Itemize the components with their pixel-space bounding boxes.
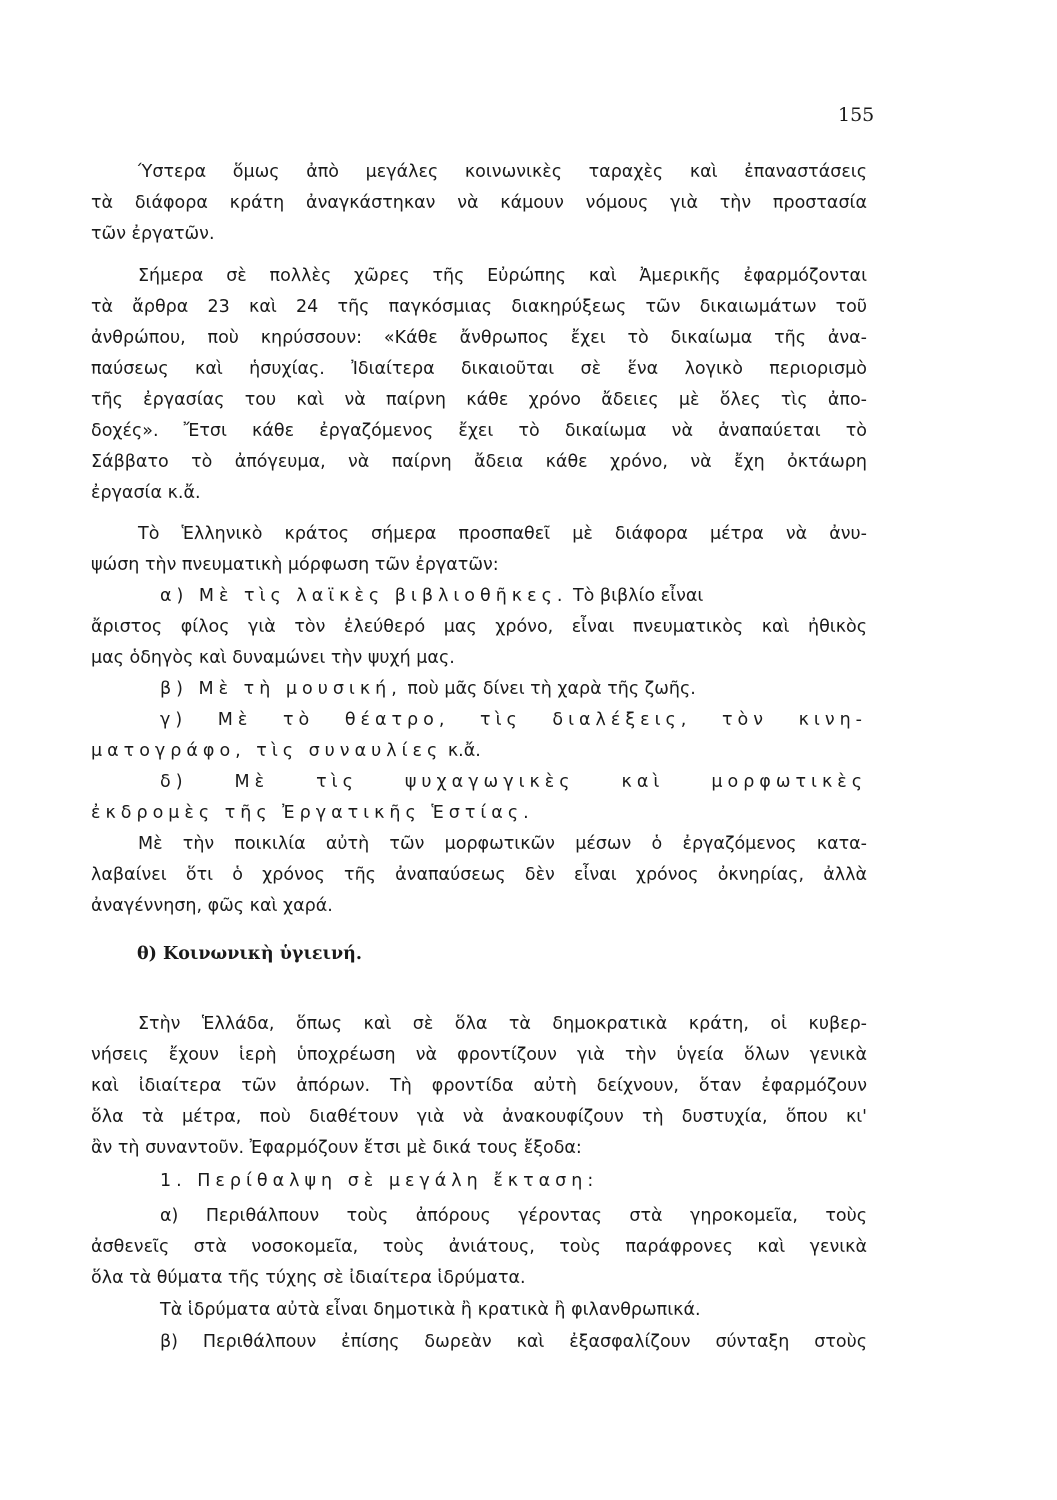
text-line: τὰ ἄρθρα 23 καὶ 24 τῆς παγκόσμιας διακηρύξεως τῶν δικαιωμάτων τοῦ — [91, 297, 867, 317]
text-line: ἀνθρώπου, ποὺ κηρύσσουν: «Κάθε ἄνθρωπος ἔχει τὸ δικαίωμα τῆς ἀνα- — [91, 328, 867, 348]
list-item-a — [160, 584, 703, 608]
list-item-c: γ) Μὲ τὸ θέατρο, τὶς διαλέξεις, τὸν κινη- — [160, 710, 867, 730]
text-line: ἄριστος φίλος γιὰ τὸν ἐλεύθερό μας χρόνο, εἶναι πνευματικὸς καὶ ἠθικὸς — [91, 617, 867, 637]
text-line: Τὸ Ἑλληνικὸ κράτος σήμερα προσπαθεῖ μὲ διάφορα μέτρα νὰ ἀνυ- — [138, 524, 867, 544]
text-line: ἐκδρομὲς τῆς Ἐργατικῆς Ἑστίας. — [91, 803, 534, 823]
text-span: ποὺ μᾶς δίνει τὴ χαρὰ τῆς ζωῆς. — [401, 679, 696, 699]
text-line: δοχές». Ἔτσι κάθε ἐργαζόμενος ἔχει τὸ δικαίωμα νὰ ἀναπαύεται τὸ — [91, 421, 867, 441]
list-item-b — [160, 677, 696, 701]
text-line: τὰ διάφορα κράτη ἀναγκάστηκαν νὰ κάμουν νόμους γιὰ τὴν προστασία — [91, 193, 867, 213]
page-number: 155 — [838, 104, 875, 126]
spaced-heading: ματογράφο, τὶς συναυλίες — [91, 741, 443, 761]
text-span: Τὸ βιβλίο εἶναι — [567, 586, 704, 606]
text-line: μας ὁδηγὸς καὶ δυναμώνει τὴν ψυχή μας. — [91, 648, 455, 668]
text-line: νήσεις ἔχουν ἱερὴ ὑποχρέωση νὰ φροντίζουν γιὰ τὴν ὑγεία ὅλων γενικὰ — [91, 1045, 867, 1065]
text-line: Σάββατο τὸ ἀπόγευμα, νὰ παίρνη ἄδεια κάθε χρόνο, νὰ ἔχη ὀκτάωρη — [91, 452, 867, 472]
text-line: Ύστερα ὅμως ἀπὸ μεγάλες κοινωνικὲς ταραχὲς καὶ ἐπαναστάσεις — [138, 162, 867, 182]
text-line: Στὴν Ἑλλάδα, ὅπως καὶ σὲ ὅλα τὰ δημοκρατικὰ κράτη, οἱ κυβερ- — [138, 1014, 867, 1034]
text-line: ἂν τὴ συναντοῦν. Ἐφαρμόζουν ἔτσι μὲ δικά τους ἔξοδα: — [91, 1138, 582, 1158]
numbered-heading: 1. Περίθαλψη σὲ μεγάλη ἔκταση: — [160, 1171, 599, 1191]
text-line: ἀναγέννηση, φῶς καὶ χαρά. — [91, 896, 333, 916]
list-item-d: δ) Μὲ τὶς ψυχαγωγικὲς καὶ μορφωτικὲς — [160, 772, 867, 792]
text-line: ψώση τὴν πνευματικὴ μόρφωση τῶν ἐργατῶν: — [91, 555, 499, 575]
spaced-heading: α) Μὲ τὶς λαϊκὲς βιβλιοθῆκες. — [160, 586, 568, 606]
text-line: ἀσθενεῖς στὰ νοσοκομεῖα, τοὺς ἀνιάτους, τοὺς παράφρονες καὶ γενικὰ — [91, 1237, 867, 1257]
text-line: ἐργασία κ.ἄ. — [91, 483, 201, 503]
text-line: παύσεως καὶ ἡσυχίας. Ἰδιαίτερα δικαιοῦται σὲ ἕνα λογικὸ περιορισμὸ — [91, 359, 867, 379]
text-span: κ.ἄ. — [442, 741, 481, 761]
text-line: Μὲ τὴν ποικιλία αὐτὴ τῶν μορφωτικῶν μέσων ὁ ἐργαζόμενος κατα- — [138, 834, 867, 854]
text-line: α) Περιθάλπουν τοὺς ἀπόρους γέροντας στὰ γηροκομεῖα, τοὺς — [160, 1206, 867, 1226]
text-line: καὶ ἰδιαίτερα τῶν ἀπόρων. Τὴ φροντίδα αὐτὴ δείχνουν, ὅταν ἐφαρμόζουν — [91, 1076, 867, 1096]
text-line — [91, 739, 481, 763]
text-line: ὅλα τὰ μέτρα, ποὺ διαθέτουν γιὰ νὰ ἀνακουφίζουν τὴ δυστυχία, ὅπου κι' — [91, 1107, 867, 1127]
text-line: Τὰ ἱδρύματα αὐτὰ εἶναι δημοτικὰ ἢ κρατικὰ ἢ φιλανθρωπικά. — [160, 1300, 701, 1320]
text-line: Σήμερα σὲ πολλὲς χῶρες τῆς Εὐρώπης καὶ Ἀμερικῆς ἐφαρμόζονται — [138, 266, 867, 286]
text-line: τῶν ἐργατῶν. — [91, 224, 215, 244]
text-line: τῆς ἐργασίας του καὶ νὰ παίρνη κάθε χρόνο ἄδειες μὲ ὅλες τὶς ἀπο- — [91, 390, 867, 410]
section-heading: θ) Κοινωνικὴ ὑγιεινή. — [137, 944, 362, 964]
text-line: λαβαίνει ὅτι ὁ χρόνος τῆς ἀναπαύσεως δὲν εἶναι χρόνος ὀκνηρίας, ἀλλὰ — [91, 865, 867, 885]
text-line: β) Περιθάλπουν ἐπίσης δωρεὰν καὶ ἐξασφαλίζουν σύνταξη στοὺς — [160, 1332, 867, 1352]
text-line: ὅλα τὰ θύματα τῆς τύχης σὲ ἰδιαίτερα ἱδρύματα. — [91, 1268, 526, 1288]
spaced-heading: β) Μὲ τὴ μουσική, — [160, 679, 402, 699]
